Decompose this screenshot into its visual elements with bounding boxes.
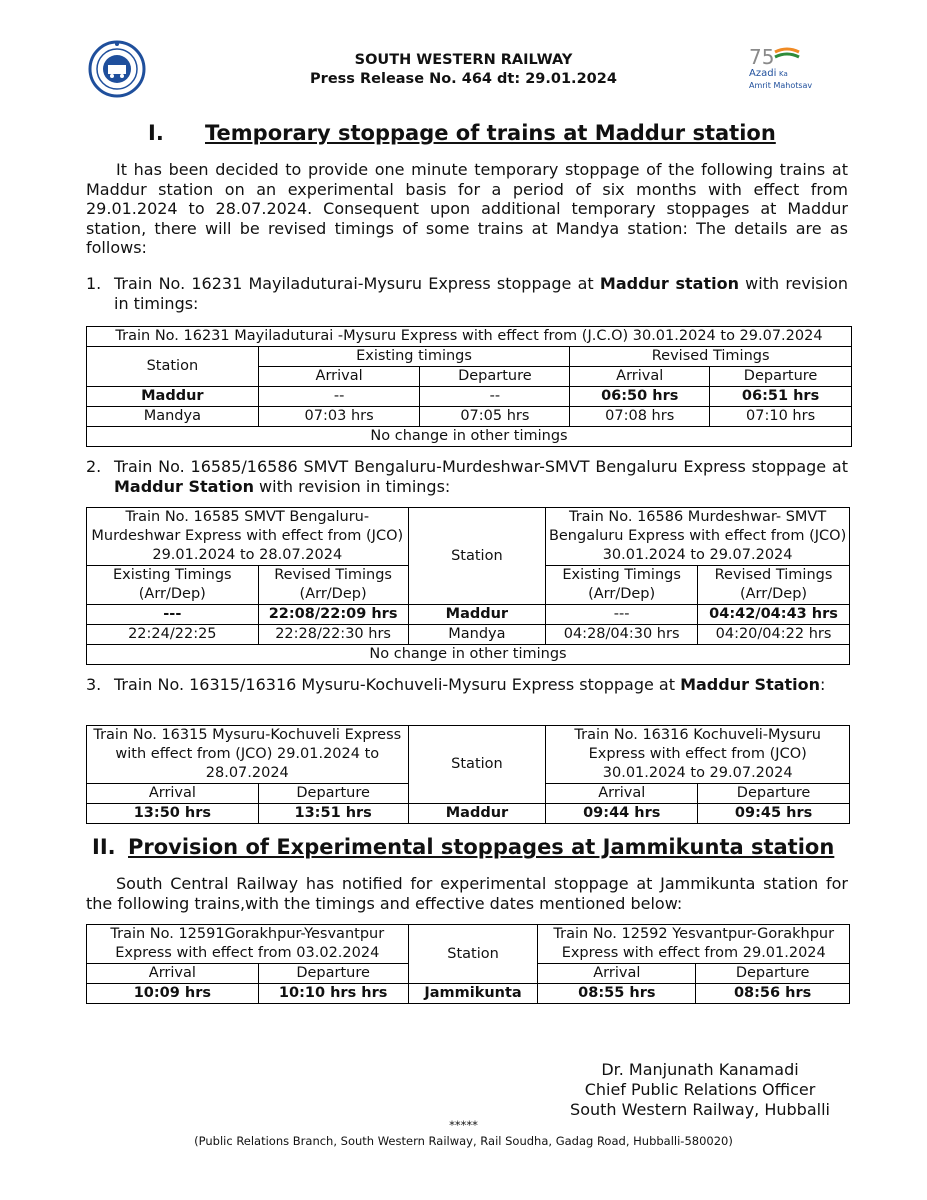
table4-arrival-header: Arrival xyxy=(87,964,259,984)
table4-left-departure: 10:10 hrs hrs xyxy=(258,984,408,1004)
table2-left-revised: 22:28/22:30 hrs xyxy=(258,625,408,645)
table1-rev-dep: 07:10 hrs xyxy=(710,407,852,427)
table2-revised-header: Revised Timings (Arr/Dep) xyxy=(258,566,408,605)
table4-arrival-header-2: Arrival xyxy=(538,964,696,984)
table2-right-header: Train No. 16586 Murdeshwar- SMVT Bengaluru Express with effect from (JCO) 30.01.2024 to 29.07.2024 xyxy=(546,508,850,566)
table2-right-revised: 04:20/04:22 hrs xyxy=(698,625,850,645)
table3-departure-header-2: Departure xyxy=(698,784,850,804)
section1-title xyxy=(205,121,776,145)
table3-left-arrival: 13:50 hrs xyxy=(87,804,259,824)
item1-text xyxy=(114,274,848,313)
table1-ex-arr: 07:03 hrs xyxy=(258,407,420,427)
table3-arrival-header: Arrival xyxy=(87,784,259,804)
table1-ex-arr: -- xyxy=(258,387,420,407)
item1-number: 1. xyxy=(86,274,102,293)
table3-left-departure: 13:51 hrs xyxy=(258,804,408,824)
table3-left-header: Train No. 16315 Mysuru-Kochuveli Express with effect from (JCO) 29.01.2024 to 28.07.2024 xyxy=(87,726,409,784)
table1-station-header: Station xyxy=(87,347,259,387)
table-row xyxy=(87,804,850,824)
table4-right-header: Train No. 12592 Yesvantpur-Gorakhpur Express with effect from 29.01.2024 xyxy=(538,925,850,964)
item2-pre: Train No. 16585/16586 SMVT Bengaluru-Murdeshwar-SMVT Bengaluru Express stoppage at xyxy=(114,457,848,476)
item3-text xyxy=(114,675,848,695)
table2-right-existing: 04:28/04:30 hrs xyxy=(546,625,698,645)
item2-bold: Maddur Station xyxy=(114,476,254,496)
section2-intro: South Central Railway has notified for experimental stoppage at Jammikunta station for the following trains,with the timings and effective dates mentioned below: xyxy=(86,874,848,913)
item2-post: with revision in timings: xyxy=(253,476,451,496)
footer-address: (Public Relations Branch, South Western Railway, Rail Soudha, Gadag Road, Hubballi-580020) xyxy=(194,1134,733,1148)
table1-rev-dep: 06:51 hrs xyxy=(710,387,852,407)
table4-right-arrival: 08:55 hrs xyxy=(538,984,696,1004)
table4-departure-header-2: Departure xyxy=(696,964,850,984)
table1-departure-header: Departure xyxy=(420,367,570,387)
table1-rev-arr: 07:08 hrs xyxy=(570,407,710,427)
table3-right-header: Train No. 16316 Kochuveli-Mysuru Express with effect from (JCO) 30.01.2024 to 29.07.2024 xyxy=(546,726,850,784)
logo-azadi: Azadi xyxy=(749,68,777,79)
section2-number: II. xyxy=(92,835,116,859)
section1-title-text: Temporary stoppage of trains at Maddur station xyxy=(205,121,776,145)
press-release-number: Press Release No. 464 dt: 29.01.2024 xyxy=(310,71,617,87)
table-16585-16586 xyxy=(86,507,850,665)
table1-ex-dep: -- xyxy=(420,387,570,407)
table-row xyxy=(87,605,850,625)
table-16315-16316 xyxy=(86,725,850,824)
table3-right-departure: 09:45 hrs xyxy=(698,804,850,824)
item2-text xyxy=(114,457,848,496)
table1-arrival-header: Arrival xyxy=(258,367,420,387)
table4-station: Jammikunta xyxy=(408,984,538,1004)
section2-title xyxy=(128,835,834,859)
item2-number: 2. xyxy=(86,457,102,476)
table1-arrival-header-2: Arrival xyxy=(570,367,710,387)
section1-number: I. xyxy=(148,121,164,145)
table2-right-existing: --- xyxy=(546,605,698,625)
table2-footer: No change in other timings xyxy=(87,645,850,665)
table-row xyxy=(87,407,852,427)
table2-station-header: Station xyxy=(408,508,546,605)
table-row xyxy=(87,984,850,1004)
section1-intro: It has been decided to provide one minute temporary stoppage of the following trains at Maddur station on an experimental basis for a period of six months with effect from 29.01.2024 to 28.07.2024. Consequent upon additional temporary stoppages at Maddur station, there will be revised timings of some trains at Mandya station: The details are as follows: xyxy=(86,160,848,257)
table2-left-existing: --- xyxy=(87,605,259,625)
table2-left-existing: 22:24/22:25 xyxy=(87,625,259,645)
table-12591-12592 xyxy=(86,924,850,1004)
table3-station: Maddur xyxy=(408,804,546,824)
indian-railways-logo xyxy=(88,40,146,98)
signature-block xyxy=(540,1060,860,1120)
logo-ka: Ka xyxy=(779,70,788,78)
item1-pre: Train No. 16231 Mayiladuturai-Mysuru Express stoppage at xyxy=(114,274,600,293)
item3-post: : xyxy=(820,675,826,694)
table4-left-arrival: 10:09 hrs xyxy=(87,984,259,1004)
item1-post: with revision in timings: xyxy=(114,274,849,313)
table1-footer: No change in other timings xyxy=(87,427,852,447)
table1-departure-header-2: Departure xyxy=(710,367,852,387)
table1-station: Mandya xyxy=(87,407,259,427)
table2-existing-header-2: Existing Timings (Arr/Dep) xyxy=(546,566,698,605)
table4-departure-header: Departure xyxy=(258,964,408,984)
table3-station-header: Station xyxy=(408,726,546,804)
table2-revised-header-2: Revised Timings (Arr/Dep) xyxy=(698,566,850,605)
footer-stars: ***** xyxy=(449,1118,478,1132)
item1-bold: Maddur station xyxy=(599,274,739,293)
table2-station: Maddur xyxy=(408,605,546,625)
table2-station: Mandya xyxy=(408,625,546,645)
signatory-office: South Western Railway, Hubballi xyxy=(570,1100,830,1119)
table1-ex-dep: 07:05 hrs xyxy=(420,407,570,427)
table3-departure-header: Departure xyxy=(258,784,408,804)
table1-station: Maddur xyxy=(87,387,259,407)
section2-title-text: Provision of Experimental stoppages at Jammikunta station xyxy=(128,835,835,859)
table1-existing-header: Existing timings xyxy=(258,347,570,367)
table1-revised-header: Revised Timings xyxy=(570,347,852,367)
signatory-name: Dr. Manjunath Kanamadi xyxy=(601,1060,799,1079)
azadi-ka-amrit-mahotsav-logo xyxy=(745,44,823,96)
table2-left-header: Train No. 16585 SMVT Bengaluru-Murdeshwar Express with effect from (JCO) 29.01.2024 to 28.07.2024 xyxy=(87,508,409,566)
org-name: SOUTH WESTERN RAILWAY xyxy=(354,52,573,68)
table-row xyxy=(87,387,852,407)
logo-75-text: 75 xyxy=(749,45,775,69)
table1-caption: Train No. 16231 Mayiladuturai -Mysuru Express with effect from (J.C.O) 30.01.2024 to 29.07.2024 xyxy=(87,327,852,347)
table3-right-arrival: 09:44 hrs xyxy=(546,804,698,824)
table-16231 xyxy=(86,326,852,447)
table4-station-header: Station xyxy=(408,925,538,984)
logo-amrit-mahotsav: Amrit Mahotsav xyxy=(749,81,813,90)
table1-rev-arr: 06:50 hrs xyxy=(570,387,710,407)
item3-bold: Maddur Station xyxy=(680,675,821,694)
table-row xyxy=(87,625,850,645)
table3-arrival-header-2: Arrival xyxy=(546,784,698,804)
signatory-designation: Chief Public Relations Officer xyxy=(584,1080,816,1099)
table2-right-revised: 04:42/04:43 hrs xyxy=(698,605,850,625)
item3-number: 3. xyxy=(86,675,102,694)
table2-left-revised: 22:08/22:09 hrs xyxy=(258,605,408,625)
table2-existing-header: Existing Timings (Arr/Dep) xyxy=(87,566,259,605)
item3-pre: Train No. 16315/16316 Mysuru-Kochuveli-Mysuru Express stoppage at xyxy=(114,675,681,694)
table4-right-departure: 08:56 hrs xyxy=(696,984,850,1004)
table4-left-header: Train No. 12591Gorakhpur-Yesvantpur Express with effect from 03.02.2024 xyxy=(87,925,409,964)
